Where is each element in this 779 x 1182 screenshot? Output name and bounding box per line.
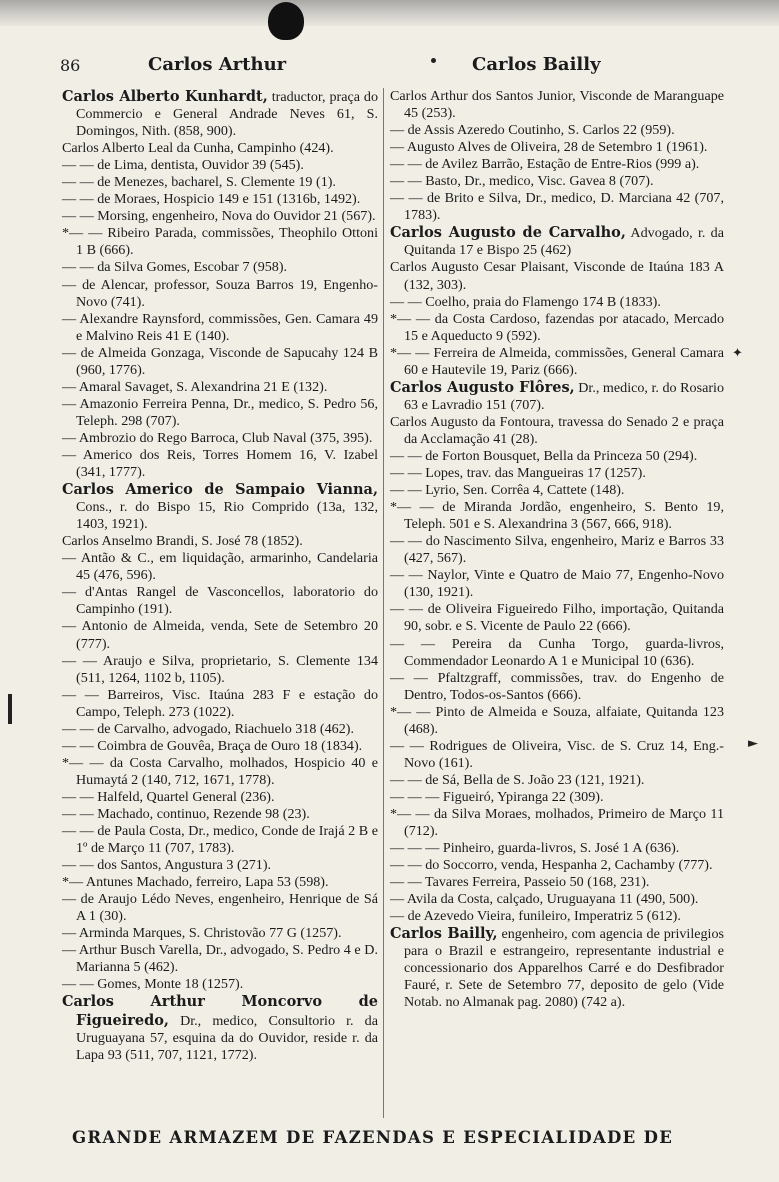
right-running-title: Carlos Bailly: [472, 54, 601, 75]
directory-entry: [390, 379, 724, 414]
directory-entry: [62, 738, 378, 755]
entry-text: *— — de Miranda Jordão, engenheiro, S. Bento 19, Teleph. 501 e S. Alexandrina 3 (567, 666, 918).: [390, 499, 724, 533]
directory-entry: [390, 789, 724, 806]
directory-entry: [62, 806, 378, 823]
directory-entry: [390, 840, 724, 857]
entry-text: — de Azevedo Vieira, funileiro, Imperatriz 5 (612).: [390, 908, 681, 925]
entry-text: — Ambrozio do Rego Barroca, Club Naval (375, 395).: [62, 429, 373, 446]
directory-entry: [390, 738, 724, 772]
directory-entry: [390, 806, 724, 840]
entry-text: Dr., medico, r. do Rosario 63 e Lavradio 151 (707).: [404, 379, 724, 413]
directory-entry: [390, 448, 724, 465]
entry-text: — — de Paula Costa, Dr., medico, Conde de Irajá 2 B e 1º de Março 11 (707, 1783).: [62, 823, 378, 857]
directory-entry: [62, 430, 378, 447]
directory-entry: [390, 190, 724, 224]
directory-entry: [390, 772, 724, 789]
directory-entry: [62, 976, 378, 993]
entry-name: Carlos Americo de Sampaio Vianna,: [62, 481, 378, 499]
directory-entry: [390, 601, 724, 635]
entry-text: Cons., r. do Bispo 15, Rio Comprido (13a, 132, 1403, 1921).: [76, 499, 378, 533]
entry-text: — — de Lima, dentista, Ouvidor 39 (545).: [62, 157, 304, 174]
entry-name: Carlos Alberto Kunhardt,: [62, 88, 268, 105]
entry-text: — — de Oliveira Figueiredo Filho, importação, Quitanda 90, sobr. e S. Vicente de Paulo 22 (666).: [390, 601, 724, 635]
directory-entry: [390, 88, 724, 122]
header-dot: [431, 58, 436, 63]
entry-text: — de Araujo Lédo Neves, engenheiro, Henrique de Sá A 1 (30).: [62, 891, 378, 925]
entry-text: *— — Pinto de Almeida e Souza, alfaiate, Quitanda 123 (468).: [390, 703, 724, 737]
directory-entry: [62, 533, 378, 550]
entry-text: — de Assis Azeredo Coutinho, S. Carlos 22 (959).: [390, 122, 675, 139]
margin-bar: [8, 694, 12, 724]
directory-entry: [62, 225, 378, 259]
column-divider: [383, 88, 384, 1118]
directory-entry: [62, 191, 378, 208]
entry-name: Carlos Arthur Moncorvo de Figueiredo,: [62, 993, 378, 1029]
entry-text: — Amaral Savaget, S. Alexandrina 21 E (132).: [62, 378, 328, 395]
directory-entry: [62, 157, 378, 174]
entry-text: — — Pereira da Cunha Torgo, guarda-livros, Commendador Leonardo A 1 e Municipal 10 (636).: [390, 635, 724, 669]
entry-text: — — da Silva Gomes, Escobar 7 (958).: [62, 259, 288, 276]
directory-entry: [62, 88, 378, 140]
entry-text: — — de Menezes, bacharel, S. Clemente 19 (1).: [62, 174, 336, 191]
entry-text: — Avila da Costa, calçado, Uruguayana 11 (490, 500).: [390, 891, 699, 908]
directory-entry: [62, 942, 378, 976]
entry-text: traductor, praça do Commercio e General Andrade Neves 61, S. Domingos, Nith. (858, 900).: [76, 89, 379, 140]
left-running-title: Carlos Arthur: [148, 54, 287, 75]
entry-text: engenheiro, com agencia de privilegios para o Brazil e estrangeiro, representante industrial e concessionario dos Apparelhos Carré e do Desfibrador Fauré, r. Sete de Setembro 77, deposito de gelo (Vide Notab. no Almanak pag. 2080) (742 a).: [404, 926, 724, 1011]
entry-text: — Arminda Marques, S. Christovão 77 G (1257).: [62, 925, 342, 942]
directory-entry: [62, 379, 378, 396]
directory-entry: [390, 482, 724, 499]
directory-entry: [390, 908, 724, 925]
directory-entry: [62, 481, 378, 533]
directory-entry: [390, 465, 724, 482]
directory-entry: [390, 156, 724, 173]
directory-entry: [62, 653, 378, 687]
directory-entry: [62, 345, 378, 379]
entry-text: — — Araujo e Silva, proprietario, S. Clemente 134 (511, 1264, 1102 b, 1105).: [62, 652, 378, 686]
entry-name: Carlos Bailly,: [390, 925, 498, 943]
directory-entry: [62, 396, 378, 430]
directory-entry: [62, 687, 378, 721]
entry-text: — de Alencar, professor, Souza Barros 19, Engenho-Novo (741).: [62, 276, 378, 310]
page-header: [60, 54, 720, 84]
directory-entry: [390, 533, 724, 567]
entry-text: — — Coimbra de Gouvêa, Braça de Ouro 18 (1834).: [62, 737, 363, 754]
directory-entry: [390, 311, 724, 345]
entry-text: *— Antunes Machado, ferreiro, Lapa 53 (598).: [62, 874, 329, 891]
directory-entry: [62, 174, 378, 191]
entry-text: *— — Ferreira de Almeida, commissões, General Camara 60 e Hautevile 19, Pariz (666).: [390, 344, 724, 378]
directory-entry: [390, 704, 724, 738]
entry-name: Carlos Augusto Flôres,: [390, 378, 575, 396]
directory-entry: [62, 857, 378, 874]
entry-text: Carlos Augusto da Fontoura, travessa do Senado 2 e praça da Acclamação 41 (28).: [390, 413, 724, 447]
entry-text: — — de Avilez Barrão, Estação de Entre-Rios (999 a).: [390, 156, 700, 173]
directory-entry: [62, 208, 378, 225]
directory-entry: [390, 414, 724, 448]
entry-text: — — de Moraes, Hospicio 149 e 151 (1316b, 1492).: [62, 191, 361, 208]
entry-text: — — Gomes, Monte 18 (1257).: [62, 976, 244, 993]
directory-entry: [62, 259, 378, 276]
directory-entry: [62, 925, 378, 942]
entry-text: — Amazonio Ferreira Penna, Dr., medico, S. Pedro 56, Teleph. 298 (707).: [62, 395, 378, 429]
directory-entry: [62, 823, 378, 857]
margin-mark: ►: [748, 736, 758, 751]
directory-entry: [62, 993, 378, 1063]
entry-text: — Arthur Busch Varella, Dr., advogado, S. Pedro 4 e D. Marianna 5 (462).: [62, 942, 378, 976]
entry-text: — Augusto Alves de Oliveira, 28 de Setembro 1 (1961).: [390, 139, 708, 156]
entry-text: Carlos Arthur dos Santos Junior, Visconde de Maranguape 45 (253).: [390, 88, 724, 122]
entry-text: *— — da Costa Carvalho, molhados, Hospicio 40 e Humaytá 2 (140, 712, 1671, 1778).: [62, 754, 378, 788]
entry-text: — — Lopes, trav. das Mangueiras 17 (1257).: [390, 465, 646, 482]
directory-entry: [62, 140, 378, 157]
entry-text: — — do Soccorro, venda, Hespanha 2, Cachamby (777).: [390, 857, 713, 874]
directory-entry: [62, 874, 378, 891]
directory-entry: [390, 499, 724, 533]
directory-entry: [62, 789, 378, 806]
entry-text: *— — da Silva Moraes, molhados, Primeiro de Março 11 (712).: [390, 805, 724, 840]
entry-text: — Antonio de Almeida, venda, Sete de Setembro 20 (777).: [62, 618, 378, 652]
entry-text: Carlos Anselmo Brandi, S. José 78 (1852).: [62, 533, 303, 550]
footer-advertisement: GRANDE ARMAZEM DE FAZENDAS E ESPECIALIDADE DE: [72, 1128, 674, 1147]
margin-mark: ✦: [732, 346, 743, 361]
entry-text: — — Machado, continuo, Rezende 98 (23).: [62, 805, 310, 822]
entry-text: — Antão & C., em liquidação, armarinho, Candelaria 45 (476, 596).: [62, 550, 378, 584]
entry-text: — — de Brito e Silva, Dr., medico, D. Marciana 42 (707, 1783).: [390, 190, 724, 224]
entry-text: — — Basto, Dr., medico, Visc. Gavea 8 (707).: [390, 173, 654, 190]
directory-entry: [390, 294, 724, 311]
directory-entry: [62, 584, 378, 618]
entry-text: — — dos Santos, Angustura 3 (271).: [62, 857, 272, 874]
directory-entry: [62, 891, 378, 925]
entry-text: — — de Forton Bousquet, Bella da Princeza 50 (294).: [390, 447, 698, 464]
entry-text: Dr., medico, Consultorio r. da Uruguayana 57, esquina da do Ouvidor, reside r. da Lapa 93 (511, 707, 1121, 1772).: [76, 1012, 378, 1063]
directory-entry: [390, 857, 724, 874]
directory-entry: [390, 259, 724, 293]
entry-text: — — Coelho, praia do Flamengo 174 B (1833).: [390, 293, 661, 310]
directory-entry: [62, 550, 378, 584]
directory-entry: [390, 224, 724, 259]
directory-entry: [390, 670, 724, 704]
entry-text: — — — Pinheiro, guarda-livros, S. José 1 A (636).: [390, 840, 680, 857]
entry-text: — de Almeida Gonzaga, Visconde de Sapucahy 124 B (960, 1776).: [62, 344, 378, 378]
directory-entry: [390, 891, 724, 908]
ink-blot: [268, 2, 304, 40]
directory-entry: [390, 874, 724, 891]
entry-text: Carlos Augusto Cesar Plaisant, Visconde de Itaúna 183 A (132, 303).: [390, 259, 724, 293]
entry-text: — Alexandre Raynsford, commissões, Gen. Camara 49 e Malvino Reis 41 E (140).: [62, 310, 378, 344]
entry-text: — — Morsing, engenheiro, Nova do Ouvidor 21 (567).: [62, 208, 376, 225]
entry-text: — Americo dos Reis, Torres Homem 16, V. Izabel (341, 1777).: [62, 446, 378, 481]
entry-text: — — Naylor, Vinte e Quatro de Maio 77, Engenho-Novo (130, 1921).: [390, 567, 724, 601]
directory-entry: [62, 311, 378, 345]
directory-entry: [62, 447, 378, 481]
entry-text: — — de Sá, Bella de S. João 23 (121, 1921).: [390, 771, 645, 788]
directory-entry: [390, 345, 724, 379]
directory-entry: [390, 139, 724, 156]
entry-text: — — do Nascimento Silva, engenheiro, Mariz e Barros 33 (427, 567).: [390, 533, 724, 567]
directory-entry: [62, 277, 378, 311]
directory-entry: [62, 721, 378, 738]
entry-text: Carlos Alberto Leal da Cunha, Campinho (424).: [62, 140, 334, 157]
page-number: 86: [60, 56, 81, 75]
entry-text: — d'Antas Rangel de Vasconcellos, laboratorio do Campinho (191).: [62, 584, 378, 618]
directory-entry: [390, 122, 724, 139]
directory-entry: [390, 925, 724, 1011]
left-column: [62, 88, 378, 1064]
entry-text: — — Lyrio, Sen. Corrêa 4, Cattete (148).: [390, 482, 625, 499]
entry-text: *— — Ribeiro Parada, commissões, Theophilo Ottoni 1 B (666).: [62, 225, 378, 259]
entry-text: — — Barreiros, Visc. Itaúna 283 F e estação do Campo, Teleph. 273 (1022).: [62, 686, 378, 720]
entry-text: — — Halfeld, Quartel General (236).: [62, 788, 275, 805]
entry-text: — — Tavares Ferreira, Passeio 50 (168, 231).: [390, 874, 650, 891]
entry-text: Advogado, r. da Quitanda 17 e Bispo 25 (462): [404, 225, 724, 259]
entry-text: *— — da Costa Cardoso, fazendas por atacado, Mercado 15 e Aqueducto 9 (592).: [390, 310, 724, 344]
directory-entry: [62, 755, 378, 789]
directory-entry: [390, 173, 724, 190]
entry-name: Carlos Augusto de Carvalho,: [390, 224, 626, 242]
right-column: [390, 88, 724, 1012]
entry-text: — — de Carvalho, advogado, Riachuelo 318 (462).: [62, 720, 354, 737]
scan-top-band: [0, 0, 779, 26]
entry-text: — — — Figueiró, Ypiranga 22 (309).: [390, 788, 604, 805]
directory-entry: [390, 567, 724, 601]
directory-entry: [390, 636, 724, 670]
entry-text: — — Rodrigues de Oliveira, Visc. de S. Cruz 14, Eng.-Novo (161).: [390, 737, 724, 771]
entry-text: — — Pfaltzgraff, commissões, trav. do Engenho de Dentro, Todos-os-Santos (666).: [390, 669, 724, 703]
directory-entry: [62, 618, 378, 652]
